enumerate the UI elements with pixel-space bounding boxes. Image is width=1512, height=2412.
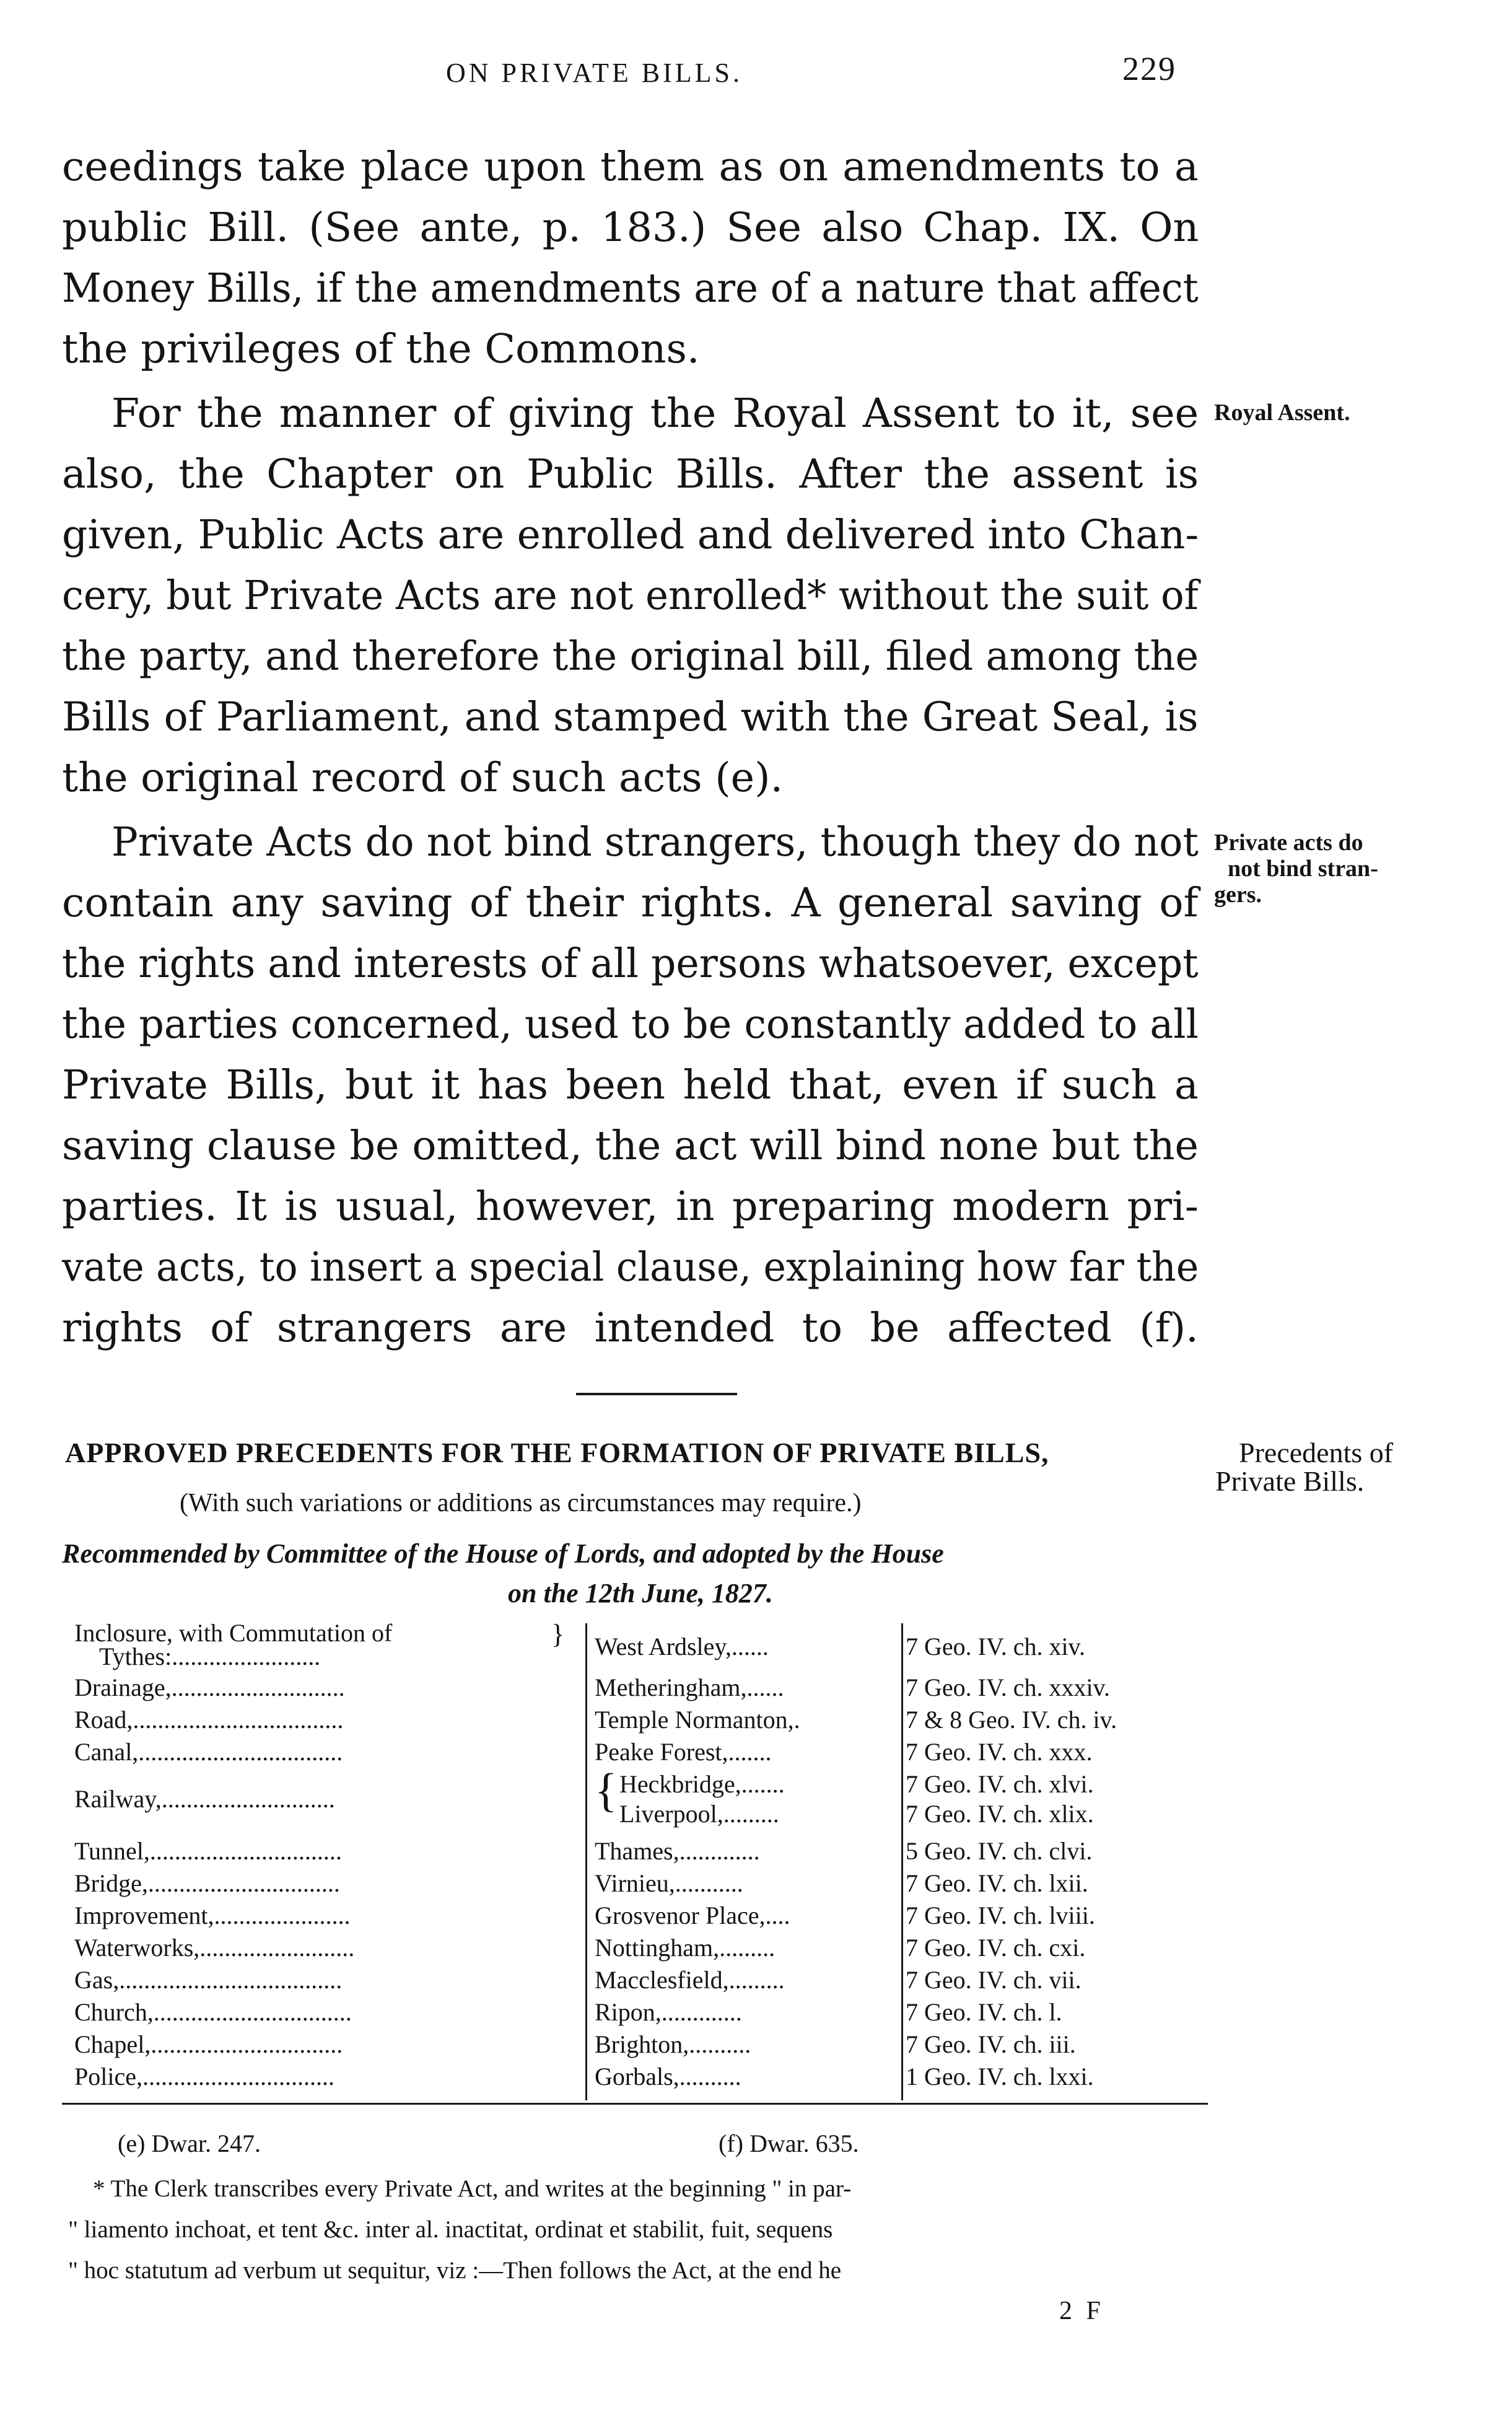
body-line: Bills of Parliament, and stamped with the Great Seal, is (62, 694, 1199, 740)
body-line: given, Public Acts are enrolled and delivered into Chan- (62, 512, 1199, 558)
body-line: Private Bills, but it has been held that, even if such a (62, 1062, 1199, 1108)
subject-cell: Tythes:........................ (99, 1642, 321, 1670)
body-line: public Bill. (See ante, p. 183.) See also Chap. IX. On (62, 204, 1199, 251)
place-cell: Ripon,............. (595, 1998, 742, 2026)
precedents-subtitle: (With such variations or additions as circumstances may require.) (180, 1489, 862, 1517)
place-cell: Liverpool,......... (619, 1800, 779, 1828)
body-line: For the manner of giving the Royal Assent to it, see (111, 390, 1199, 437)
body-line: the party, and therefore the original bill, filed among the (62, 633, 1199, 680)
body-line: vate acts, to insert a special clause, explaining how far the (62, 1244, 1199, 1291)
sidenote-precedents-1: Precedents of (1239, 1437, 1394, 1468)
place-cell: Nottingham,......... (595, 1934, 776, 1962)
subject-cell: Canal,................................. (74, 1738, 343, 1766)
place-cell: Virnieu,........... (595, 1869, 743, 1897)
place-cell: Macclesfield,......... (595, 1966, 785, 1994)
body-line: Money Bills, if the amendments are of a nature that affect (62, 265, 1199, 312)
subject-cell: Tunnel,............................... (74, 1837, 342, 1865)
subject-cell: Police,............................... (74, 2063, 334, 2090)
body-line: contain any saving of their rights. A general saving of (62, 880, 1199, 926)
footnote-e: (e) Dwar. 247. (118, 2129, 261, 2157)
body-line: the parties concerned, used to be constantly added to all (62, 1001, 1199, 1048)
precedents-title: APPROVED PRECEDENTS FOR THE FORMATION OF PRIVATE BILLS, (65, 1437, 1049, 1468)
act-cell: 5 Geo. IV. ch. clvi. (906, 1837, 1093, 1865)
subject-cell: Drainage,............................ (74, 1673, 345, 1701)
signature-mark: 2 F (1059, 2297, 1104, 2325)
sidenote-private-acts-3: gers. (1214, 882, 1262, 908)
act-cell: 7 Geo. IV. ch. xlix. (906, 1800, 1094, 1828)
subject-cell: Waterworks,......................... (74, 1934, 355, 1962)
footnote-star-2: " liamento inchoat, et tent &c. inter al. inactitat, ordinat et stabilit, fuit, sequens (68, 2216, 833, 2243)
act-cell: 7 Geo. IV. ch. xlvi. (906, 1770, 1094, 1798)
precedents-recommended-1: Recommended by Committee of the House of Lords, and adopted by the House (62, 1538, 944, 1569)
body-line: rights of strangers are intended to be affected (f). (62, 1305, 1199, 1351)
place-cell: Temple Normanton,. (595, 1706, 800, 1734)
subject-cell: Bridge,............................... (74, 1869, 340, 1897)
place-cell: Brighton,.......... (595, 2030, 751, 2058)
running-title: ON PRIVATE BILLS. (446, 58, 743, 88)
body-line: the original record of such acts (e). (62, 755, 784, 801)
subject-cell: Road,.................................. (74, 1706, 344, 1734)
act-cell: 7 Geo. IV. ch. l. (906, 1998, 1062, 2026)
act-cell: 7 Geo. IV. ch. lxii. (906, 1869, 1088, 1897)
subject-cell: Gas,.................................... (74, 1966, 343, 1994)
footnote-star-3: " hoc statutum ad verbum ut sequitur, viz :—Then follows the Act, at the end he (68, 2257, 841, 2284)
place-cell: Peake Forest,....... (595, 1738, 772, 1766)
sidenote-precedents-2: Private Bills. (1215, 1465, 1365, 1497)
act-cell: 7 Geo. IV. ch. vii. (906, 1966, 1082, 1994)
act-cell: 7 & 8 Geo. IV. ch. iv. (906, 1706, 1117, 1734)
body-line: parties. It is usual, however, in preparing modern pri- (62, 1183, 1199, 1230)
place-cell: Thames,............. (595, 1837, 760, 1865)
body-line: Private Acts do not bind strangers, though they do not (111, 819, 1199, 866)
body-line: saving clause be omitted, the act will bind none but the (62, 1123, 1199, 1169)
act-cell: 7 Geo. IV. ch. xxxiv. (906, 1673, 1110, 1701)
footnote-f: (f) Dwar. 635. (719, 2129, 859, 2157)
subject-cell: Inclosure, with Commutation of (74, 1619, 393, 1647)
subject-cell: Chapel,............................... (74, 2030, 343, 2058)
place-cell: Metheringham,...... (595, 1673, 784, 1701)
subject-cell: Church,................................ (74, 1998, 352, 2026)
place-cell: Grosvenor Place,.... (595, 1901, 790, 1929)
brace-icon: { (595, 1765, 618, 1817)
body-line: the privileges of the Commons. (62, 326, 700, 372)
brace-icon: } (551, 1619, 565, 1649)
sidenote-private-acts-1: Private acts do (1214, 830, 1363, 856)
act-cell: 7 Geo. IV. ch. lviii. (906, 1901, 1095, 1929)
place-cell: West Ardsley,...... (595, 1633, 769, 1660)
act-cell: 7 Geo. IV. ch. xxx. (906, 1738, 1093, 1766)
body-line: cery, but Private Acts are not enrolled* without the suit of (62, 572, 1199, 619)
subject-cell: Railway,............................ (74, 1785, 335, 1813)
page-number: 229 (1122, 50, 1176, 87)
subject-cell: Improvement,...................... (74, 1901, 351, 1929)
body-line: the rights and interests of all persons whatsoever, except (62, 941, 1199, 987)
sidenote-private-acts-2: not bind stran- (1228, 856, 1378, 882)
column-divider (585, 1623, 587, 2100)
section-rule (576, 1393, 737, 1395)
act-cell: 7 Geo. IV. ch. xiv. (906, 1633, 1085, 1660)
footnote-star-1: * The Clerk transcribes every Private Act, and writes at the beginning " in par- (93, 2175, 852, 2202)
act-cell: 7 Geo. IV. ch. cxi. (906, 1934, 1086, 1962)
place-cell: Gorbals,.......... (595, 2063, 741, 2090)
place-cell: Heckbridge,....... (619, 1770, 785, 1798)
sidenote-royal-assent: Royal Assent. (1214, 400, 1350, 426)
table-bottom-rule (62, 2103, 1208, 2105)
precedents-recommended-2: on the 12th June, 1827. (508, 1578, 773, 1608)
act-cell: 1 Geo. IV. ch. lxxi. (906, 2063, 1094, 2090)
column-divider (901, 1623, 903, 2100)
body-line: ceedings take place upon them as on amendments to a (62, 144, 1199, 190)
act-cell: 7 Geo. IV. ch. iii. (906, 2030, 1076, 2058)
body-line: also, the Chapter on Public Bills. After the assent is (62, 451, 1199, 498)
